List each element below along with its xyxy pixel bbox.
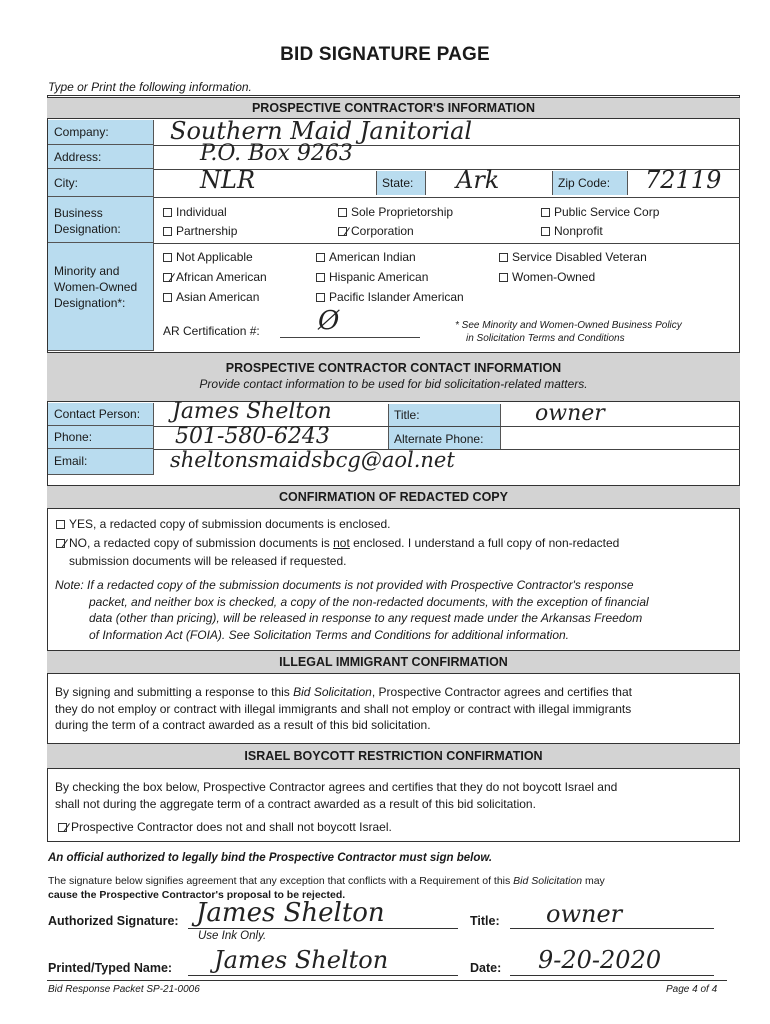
row-divider <box>154 197 740 198</box>
minority-option-asian-american[interactable] <box>163 290 259 304</box>
minority-option-american-indian[interactable] <box>316 250 416 264</box>
contact-header-subtitle: Provide contact information to be used for bid solicitation-related matters. <box>199 377 588 391</box>
redacted-yes-option[interactable] <box>56 517 391 531</box>
checkbox[interactable] <box>541 227 550 236</box>
alternate-phone-label: Alternate Phone: <box>394 432 484 446</box>
text-line: during the term of a contract awarded as a result of this bid solicitation. <box>55 718 431 732</box>
minority-option-african-american[interactable] <box>163 270 267 284</box>
address-label: Address: <box>48 145 154 169</box>
signature-disclaimer-line-1 <box>48 875 605 887</box>
minority-option-women-owned[interactable] <box>499 270 595 284</box>
israel-header: ISRAEL BOYCOTT RESTRICTION CONFIRMATION <box>47 743 740 769</box>
option-label: enclosed. I understand a full copy of non-redacted <box>349 536 620 550</box>
footer-page-number: Page 4 of 4 <box>666 984 718 995</box>
redacted-copy-header: CONFIRMATION OF REDACTED COPY <box>47 485 740 509</box>
checkbox-checked[interactable] <box>338 227 347 236</box>
business-label-line-2: Designation: <box>54 222 121 236</box>
text-line: By checking the box below, Prospective Contractor agrees and certifies that they do not boycott Israel and <box>55 780 618 794</box>
minority-label-line-1: Minority and <box>54 264 120 278</box>
business-option-public-service-corp[interactable] <box>541 205 659 219</box>
text-span: Bid Solicitation <box>293 685 372 699</box>
business-option-corporation[interactable] <box>338 224 414 238</box>
option-label: Public Service Corp <box>554 205 660 219</box>
business-label-line-1: Business <box>54 206 103 220</box>
contact-title-label: Title: <box>394 408 420 422</box>
zip-label: Zip Code: <box>552 171 628 195</box>
checkbox-checked[interactable] <box>163 273 172 282</box>
checkbox-checked[interactable] <box>56 539 65 548</box>
date-label: Date: <box>470 961 502 975</box>
business-option-nonprofit[interactable] <box>541 224 603 238</box>
business-option-sole-proprietorship[interactable] <box>338 205 453 219</box>
policy-note-line-2: in Solicitation Terms and Conditions <box>466 333 625 344</box>
signature-disclaimer-line-2: cause the Prospective Contractor's proposal to be rejected. <box>48 889 346 901</box>
text-span: By signing and submitting a response to this <box>55 685 294 699</box>
minority-option-not-applicable[interactable] <box>163 250 253 264</box>
option-label: YES, a redacted copy of submission documents is enclosed. <box>69 517 391 531</box>
text-span: , Prospective Contractor agrees and certifies that <box>371 685 632 699</box>
city-label: City: <box>48 169 154 197</box>
option-label: Asian American <box>176 290 260 304</box>
minority-option-service-disabled-veteran[interactable] <box>499 250 647 264</box>
note-line: Note: If a redacted copy of the submission documents is not provided with Prospective Contractor's response <box>55 578 634 592</box>
authorized-signature-value[interactable]: James Shelton <box>196 898 385 928</box>
business-designation-label <box>48 197 154 243</box>
authorized-note: An official authorized to legally bind the Prospective Contractor must sign below. <box>48 852 493 864</box>
option-label: NO, a redacted copy of submission documents is <box>69 536 334 550</box>
instruction-text: Type or Print the following information. <box>48 80 252 94</box>
policy-note-line-1: * See Minority and Women-Owned Business Policy <box>455 320 682 331</box>
city-value[interactable]: NLR <box>200 166 256 194</box>
redacted-note <box>55 577 739 643</box>
minority-option-pacific-islander[interactable] <box>316 290 464 304</box>
option-label: Individual <box>176 205 227 219</box>
state-label: State: <box>376 171 426 195</box>
address-value[interactable]: P.O. Box 9263 <box>200 141 353 166</box>
option-label: African American <box>176 270 267 284</box>
contact-person-value[interactable]: James Shelton <box>172 399 332 424</box>
footer-left: Bid Response Packet SP-21-0006 <box>48 984 200 995</box>
date-line <box>510 975 714 976</box>
checkbox[interactable] <box>316 253 325 262</box>
minority-option-hispanic-american[interactable] <box>316 270 428 284</box>
contact-header-title: PROSPECTIVE CONTRACTOR CONTACT INFORMATION <box>225 361 562 375</box>
checkbox[interactable] <box>56 520 65 529</box>
option-label: Corporation <box>351 224 414 238</box>
email-value[interactable]: sheltonsmaidsbcg@aol.net <box>170 448 455 472</box>
authorized-signature-label: Authorized Signature: <box>48 914 179 928</box>
checkbox[interactable] <box>541 208 550 217</box>
signature-title-line <box>510 928 714 929</box>
text-line: shall not during the aggregate term of a contract awarded as a result of this bid solicitation. <box>55 796 536 811</box>
phone-label: Phone: <box>48 426 154 449</box>
redacted-no-continued: submission documents will be released if requested. <box>69 554 347 568</box>
israel-checkbox-option[interactable] <box>58 820 392 834</box>
ar-certification-value[interactable]: Ø <box>318 306 340 336</box>
printed-name-line <box>188 975 458 976</box>
ink-only-note: Use Ink Only. <box>198 930 267 942</box>
minority-designation-label <box>48 243 154 351</box>
checkbox[interactable] <box>163 208 172 217</box>
checkbox[interactable] <box>163 227 172 236</box>
email-label: Email: <box>48 449 154 475</box>
checkbox[interactable] <box>499 253 508 262</box>
redacted-no-option[interactable] <box>56 536 619 550</box>
checkbox[interactable] <box>316 293 325 302</box>
option-label: Women-Owned <box>512 270 596 284</box>
footer-rule <box>47 980 727 981</box>
printed-name-label: Printed/Typed Name: <box>48 961 173 975</box>
signature-title-value[interactable]: owner <box>546 900 623 928</box>
minority-label-line-2: Women-Owned <box>54 280 138 294</box>
text-span: Bid Solicitation <box>513 875 583 887</box>
checkbox[interactable] <box>316 273 325 282</box>
option-label-emphasis: not <box>333 536 350 550</box>
option-label: Sole Proprietorship <box>351 205 454 219</box>
option-label: Pacific Islander American <box>329 290 464 304</box>
ar-certification-label: AR Certification #: <box>163 324 260 338</box>
checkbox[interactable] <box>338 208 347 217</box>
signature-title-label: Title: <box>470 914 500 928</box>
option-label: Partnership <box>176 224 238 238</box>
option-label: Hispanic American <box>329 270 429 284</box>
state-value[interactable]: Ark <box>456 166 500 194</box>
option-label: Prospective Contractor does not and shall not boycott Israel. <box>71 820 392 834</box>
text-span: The signature below signifies agreement that any exception that conflicts with a Requirement of this <box>48 875 514 887</box>
immigrant-header: ILLEGAL IMMIGRANT CONFIRMATION <box>47 650 740 674</box>
ar-certification-line <box>280 337 420 338</box>
company-value[interactable]: Southern Maid Janitorial <box>170 117 473 145</box>
note-line: packet, and neither box is checked, a copy of the non-redacted documents, with the exception of financial <box>89 594 649 609</box>
phone-value[interactable]: 501-580-6243 <box>175 424 330 449</box>
note-line: of Information Act (FOIA). See Solicitation Terms and Conditions for additional information. <box>89 627 570 642</box>
checkbox-checked[interactable] <box>58 823 67 832</box>
contact-person-label: Contact Person: <box>48 403 154 426</box>
option-label: Nonprofit <box>554 224 603 238</box>
text-span: may <box>582 875 605 887</box>
printed-name-value[interactable]: James Shelton <box>214 946 389 974</box>
business-option-individual[interactable] <box>163 205 227 219</box>
checkbox[interactable] <box>163 253 172 262</box>
text-line: they do not employ or contract with illegal immigrants and shall not employ or contract with illegal immigrants <box>55 701 632 716</box>
note-line: data (other than pricing), will be released in response to any request made under the Arkansas Freedom <box>89 611 643 625</box>
company-label: Company: <box>48 120 154 145</box>
page-title: BID SIGNATURE PAGE <box>280 44 490 65</box>
israel-text <box>55 779 739 812</box>
row-divider <box>154 243 740 244</box>
contact-info-header <box>47 352 740 402</box>
checkbox[interactable] <box>499 273 508 282</box>
option-label: American Indian <box>329 250 416 264</box>
option-label: Service Disabled Veteran <box>512 250 647 264</box>
date-value[interactable]: 9-20-2020 <box>538 946 662 974</box>
contractor-info-header: PROSPECTIVE CONTRACTOR'S INFORMATION <box>47 97 740 119</box>
option-label: Not Applicable <box>176 250 253 264</box>
contact-title-value[interactable]: owner <box>535 401 605 426</box>
minority-label-line-3: Designation*: <box>54 296 126 310</box>
business-option-partnership[interactable] <box>163 224 237 238</box>
zip-value[interactable]: 72119 <box>645 166 722 194</box>
authorized-signature-line <box>188 928 458 929</box>
row-divider <box>388 426 501 427</box>
immigrant-text <box>55 684 739 734</box>
checkbox[interactable] <box>163 293 172 302</box>
